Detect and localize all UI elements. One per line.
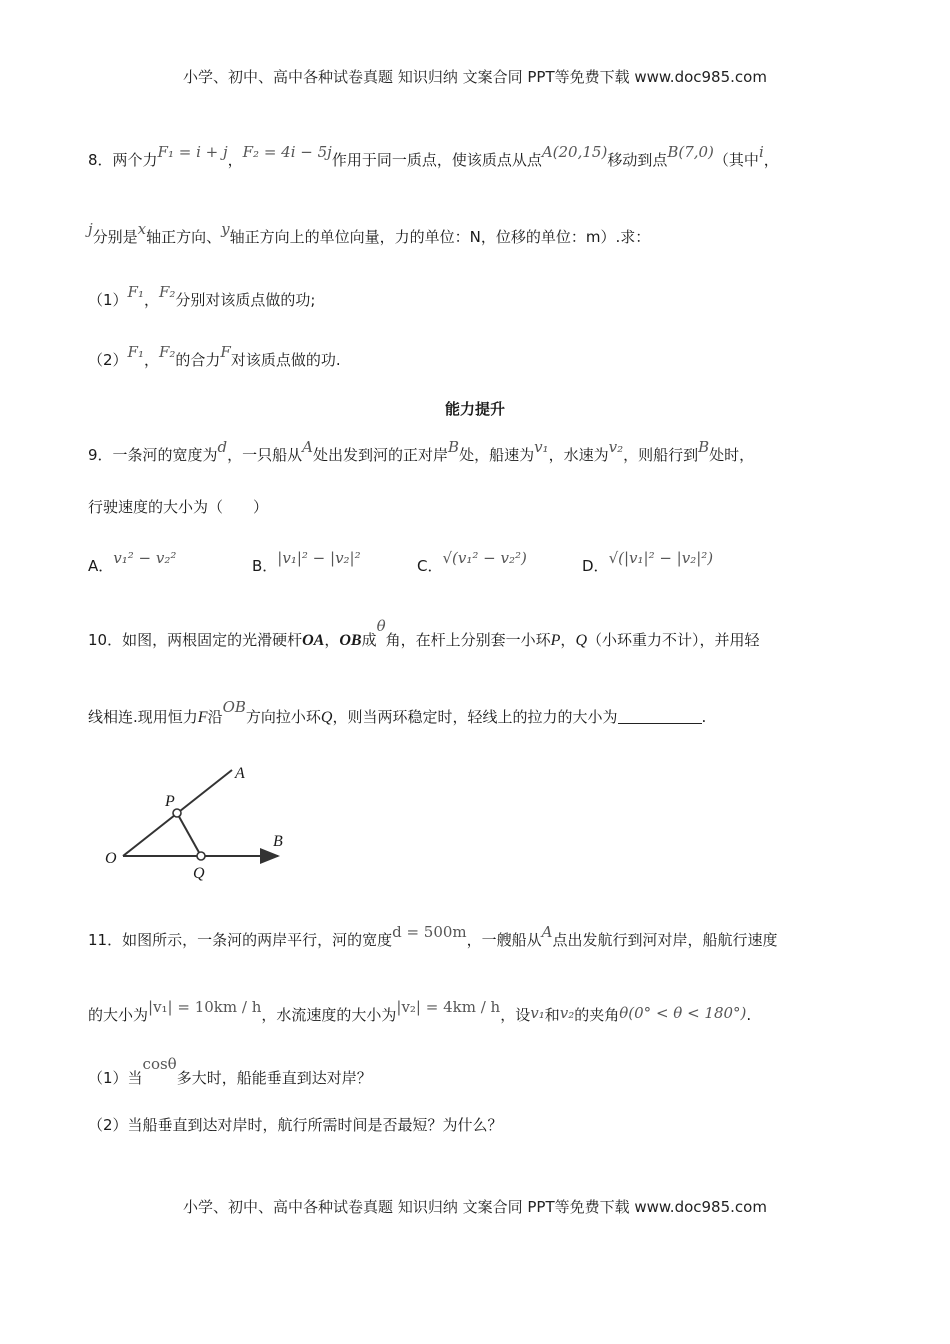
q11-part1: （1）当cosθ多大时，船能垂直到达对岸？ [88,1055,372,1087]
option-c[interactable]: C．√(v₁² − v₂²) [417,549,527,575]
label-o: O [105,850,117,867]
q8-part2: （2）F₁，F₂的合力F对该质点做的功. [88,343,341,369]
label-a: A [235,765,245,782]
option-a[interactable]: A．v₁² − v₂² [88,549,177,575]
ring-q [197,852,205,860]
q9-line1: 9．一条河的宽度为d，一只船从A处出发到河的正对岸B处，船速为v₁，水速为v₂，则船行到B处时， [88,438,755,464]
force-f1-formula: F₁ = i + j [157,143,228,161]
q8-part1: （1）F₁，F₂分别对该质点做的功; [88,283,316,309]
option-c-formula: √(v₁² − v₂²) [442,549,527,567]
q10-line1: 10．如图，两根固定的光滑硬杆OA，OB成θ角，在杆上分别套一小环P，Q（小环重力不计），并用轻 [88,617,760,649]
label-q: Q [193,865,205,882]
force-f2-formula: F₂ = 4i − 5j [242,143,332,161]
point-a: A(20,15) [541,143,608,161]
q8-line1: 8．两个力F₁ = i + j，F₂ = 4i − 5j作用于同一质点，使该质点从点A(20,15)移动到点B(7,0)（其中i， [88,143,779,169]
option-d-formula: √(|v₁|² − |v₂|²) [608,549,714,567]
section-title: 能力提升 [444,400,505,418]
q11-line2: 的大小为|v₁| = 10km / h，水流速度的大小为|v₂| = 4km / h，设v₁和v₂的夹角θ(0° < θ < 180°). [88,998,752,1024]
q9-line2: 行驶速度的大小为（ ） [88,498,269,516]
q10-line2: 线相连.现用恒力F沿OB方向拉小环Q，则当两环稳定时，轻线上的拉力的大小为 . [88,698,707,726]
option-a-formula: v₁² − v₂² [113,549,177,567]
q8-line2: j分别是x轴正方向、y轴正方向上的单位向量，力的单位：N，位移的单位：m）.求： [88,220,651,246]
option-b[interactable]: B．|v₁|² − |v₂|² [252,549,361,575]
ring-p [173,809,181,817]
option-d[interactable]: D．√(|v₁|² − |v₂|²) [582,549,714,575]
page-header: 小学、初中、高中各种试卷真题 知识归纳 文案合同 PPT等免费下载 www.doc985.com [183,68,767,86]
point-b: B(7,0) [667,143,714,161]
rods-figure [95,758,305,888]
string-pq [177,813,201,856]
answer-blank[interactable] [618,709,702,724]
q11-part2: （2）当船垂直到达对岸时，航行所需时间是否最短？为什么？ [88,1116,503,1134]
option-b-formula: |v₁|² − |v₂|² [277,549,361,567]
label-p: P [165,793,175,810]
label-b: B [273,833,283,850]
page-footer: 小学、初中、高中各种试卷真题 知识归纳 文案合同 PPT等免费下载 www.doc985.com [183,1198,767,1216]
q11-line1: 11．如图所示，一条河的两岸平行，河的宽度d = 500m，一艘船从A点出发航行到河对岸，船航行速度 [88,923,778,949]
unit-j: j [88,220,93,238]
unit-i: i [758,143,764,161]
